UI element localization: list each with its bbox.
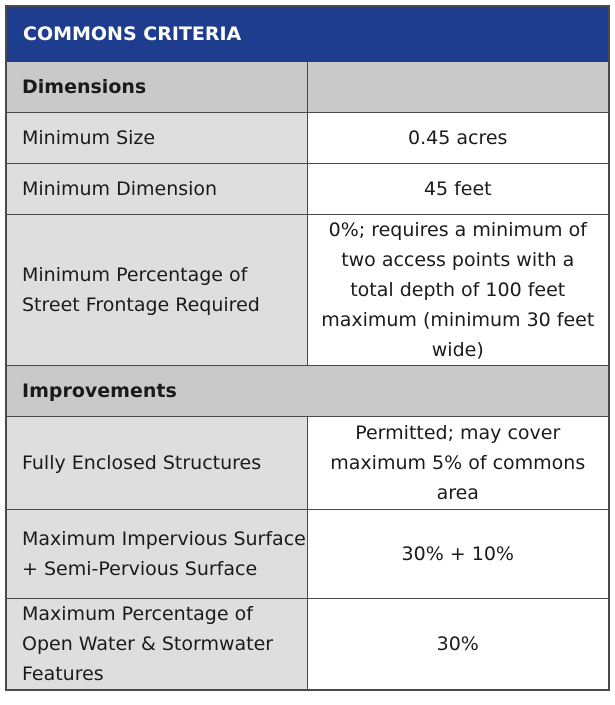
table-title: COMMONS CRITERIA <box>6 6 609 62</box>
table-row <box>6 164 609 215</box>
row-label-minimum-size: Minimum Size <box>6 113 307 164</box>
table-row <box>6 215 609 366</box>
table-row <box>6 510 609 599</box>
row-value-minimum-dimension: 45 feet <box>307 164 609 215</box>
row-label-minimum-dimension: Minimum Dimension <box>6 164 307 215</box>
row-value-minimum-size: 0.45 acres <box>307 113 609 164</box>
section-header-empty <box>307 62 609 113</box>
row-value-impervious-surface: 30% + 10% <box>307 510 609 599</box>
row-label-enclosed-structures: Fully Enclosed Structures <box>6 417 307 510</box>
section-header-dimensions: Dimensions <box>6 62 307 113</box>
section-row-improvements <box>6 366 609 417</box>
row-label-street-frontage: Minimum Percentage of Street Frontage Required <box>6 215 307 366</box>
table-row <box>6 599 609 691</box>
section-header-improvements: Improvements <box>6 366 609 417</box>
row-label-open-water: Maximum Percentage of Open Water & Stormwater Features <box>6 599 307 691</box>
commons-criteria-table <box>5 5 610 691</box>
row-value-enclosed-structures: Permitted; may cover maximum 5% of commons area <box>307 417 609 510</box>
section-row-dimensions <box>6 62 609 113</box>
table-row <box>6 113 609 164</box>
table-title-row <box>6 6 609 62</box>
row-value-open-water: 30% <box>307 599 609 691</box>
table-row <box>6 417 609 510</box>
row-value-street-frontage: 0%; requires a minimum of two access points with a total depth of 100 feet maximum (minimum 30 feet wide) <box>307 215 609 366</box>
row-label-impervious-surface: Maximum Impervious Surface + Semi-Pervious Surface <box>6 510 307 599</box>
